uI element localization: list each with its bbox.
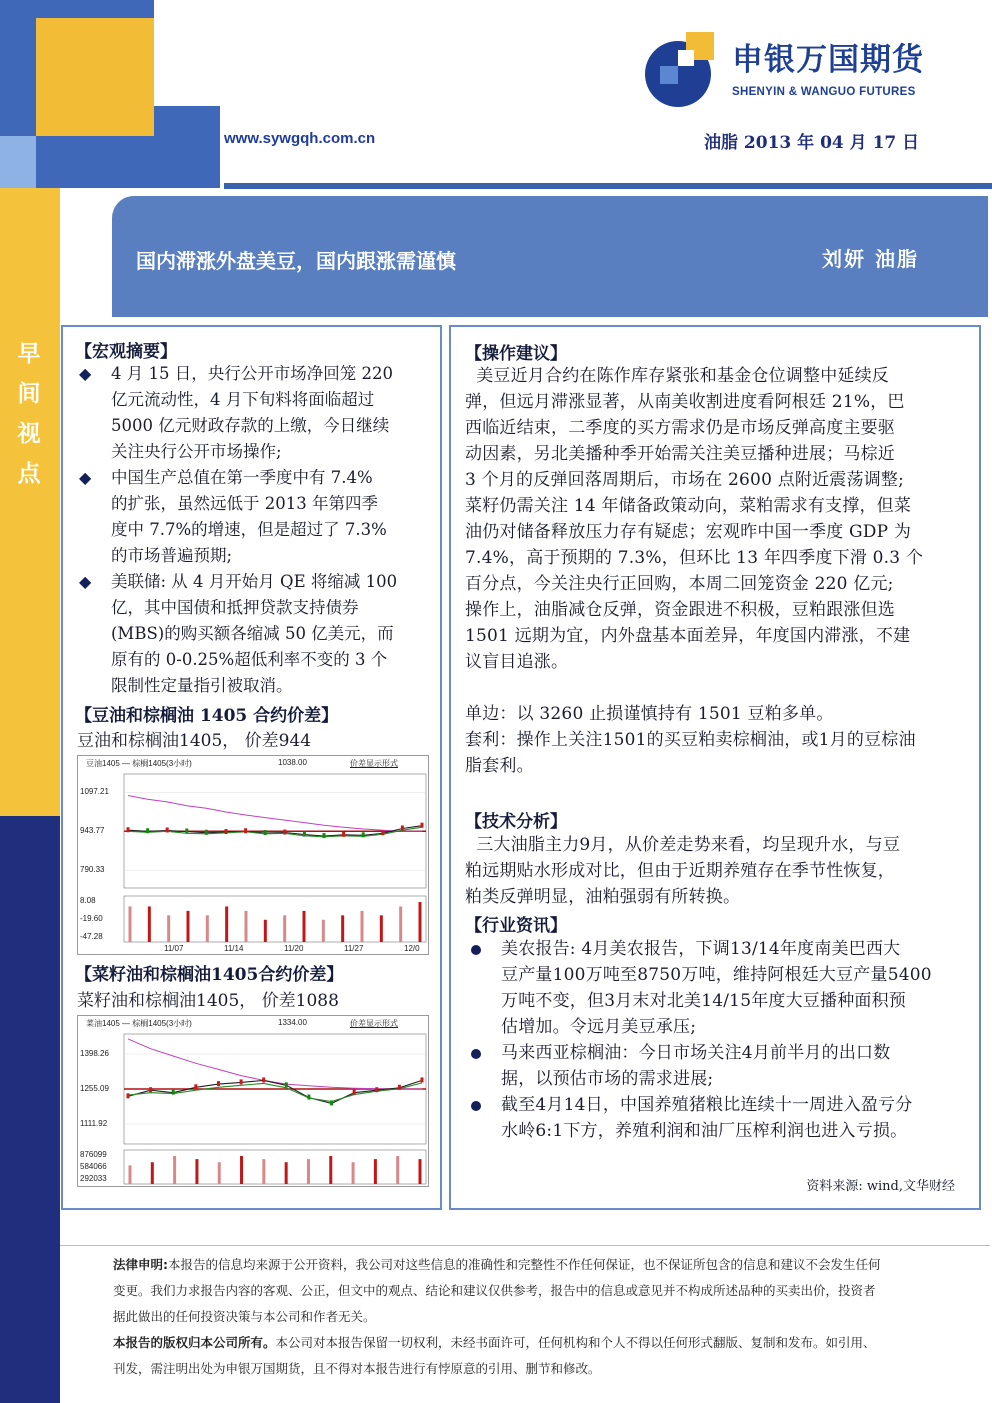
chart-volume-bar <box>187 911 190 942</box>
chart-volume-bar <box>322 920 325 942</box>
diamond-bullet-icon: ◆ <box>79 364 92 383</box>
chart-canvas <box>78 1016 430 1188</box>
chart-marker <box>244 828 247 833</box>
chart-marker <box>185 829 188 834</box>
line: 5000 亿元财政存款的上缴，今日继续 <box>111 416 390 435</box>
lower-tick-label: -47.28 <box>80 932 103 941</box>
chart-volume-bar <box>167 915 170 942</box>
header-rule <box>224 183 992 189</box>
website-link[interactable]: www.sywgqh.com.cn <box>224 130 376 147</box>
chart-marker <box>205 830 208 835</box>
chart-canvas <box>78 756 430 956</box>
chart-marker <box>240 1079 243 1084</box>
chart-marker <box>172 1090 175 1095</box>
chart-volume-bar <box>148 906 151 942</box>
sidebar-char: 视 <box>17 421 41 447</box>
sidebar-strip-yellow <box>0 188 60 816</box>
line: 关注央行公开市场操作; <box>111 442 282 461</box>
title-banner <box>112 196 988 317</box>
line: 7.4%，高于预期的 7.3%，但环比 13 年四季度下滑 0.3 个 <box>465 548 924 568</box>
line: 原有的 0-0.25%超低利率不变的 3 个 <box>111 650 388 669</box>
left-column <box>61 325 442 1210</box>
chart-marker <box>283 830 286 835</box>
chart-marker <box>285 1082 288 1087</box>
line: 美联储: 从 4 月开始月 QE 将缩减 100 <box>111 572 398 591</box>
circle-bullet-icon <box>471 1049 481 1059</box>
list-item <box>77 465 433 569</box>
sidebar-char: 早 <box>17 341 41 367</box>
footer-rule <box>60 1245 990 1246</box>
chart-series-line <box>128 796 422 832</box>
chart-marker <box>323 833 326 838</box>
chart-marker <box>127 827 130 832</box>
advice-body <box>465 363 975 779</box>
chart-volume-bar <box>206 915 209 942</box>
disclaimer-line: 刊发，需注明出处为申银万国期货，且不得对本报告进行有悖原意的引用、删节和修改。 <box>113 1361 601 1376</box>
chart-info-bar <box>78 756 428 770</box>
line: 粕远期贴水形成对比，但由于近期养殖存在季节性恢复， <box>465 861 895 881</box>
chart-marker <box>342 832 345 837</box>
chart-marker <box>303 832 306 837</box>
corner-block-white <box>154 0 224 106</box>
chart-marker <box>381 830 384 835</box>
line: 议盲目追涨。 <box>465 652 569 672</box>
diamond-bullet-icon: ◆ <box>79 572 92 591</box>
lower-tick-label: -19.60 <box>80 914 103 923</box>
lower-tick-label: 876099 <box>80 1150 107 1159</box>
chart-marker <box>149 1087 152 1092</box>
chart-volume-bar <box>399 906 402 942</box>
corner-block-yellow <box>36 18 154 136</box>
line: 美豆近月合约在陈作库存紧张和基金仓位调整中延续反 <box>465 366 890 386</box>
disclaimer-line <box>113 1252 943 1278</box>
chart-current-value: 1334.00 <box>278 1018 307 1027</box>
chart-marker <box>127 1093 130 1098</box>
x-tick-label: 11/27 <box>344 944 364 953</box>
chart-volume-bar <box>129 1165 132 1184</box>
disclaimer-line <box>113 1330 943 1356</box>
line: 4 月 15 日，央行公开市场净回笼 220 <box>111 364 393 383</box>
chart-volume-bar <box>396 1156 399 1184</box>
logo-chinese-name: 申银万国期货 <box>732 42 924 78</box>
chart-volume-bar <box>173 1156 176 1184</box>
list-item <box>77 569 433 699</box>
chart2-heading: 【菜籽油和棕榈油1405合约价差】 <box>75 965 344 985</box>
y-tick-label: 943.77 <box>80 826 105 836</box>
lower-tick-label: 292033 <box>80 1174 107 1183</box>
logo-mark-icon <box>642 30 722 110</box>
line: 亿，其中国债和抵押贷款支持债券 <box>111 598 359 617</box>
circle-bullet-icon <box>471 945 481 955</box>
chart-volume-bar <box>262 1159 265 1184</box>
chart-marker <box>262 1077 265 1082</box>
list-item <box>465 936 975 1040</box>
y-tick-label: 1398.26 <box>80 1048 109 1058</box>
line: 马来西亚棕榈油：今日市场关注4月前半月的出口数 <box>501 1043 891 1063</box>
line: 粕类反弹明显，油粕强弱有所转换。 <box>465 887 741 907</box>
industry-list <box>465 936 975 1144</box>
right-column <box>449 325 981 1210</box>
copyright-label: 本报告的版权归本公司所有。 <box>113 1335 276 1350</box>
chart-volume-bar <box>151 1162 154 1184</box>
lower-tick-label: 8.08 <box>80 896 96 905</box>
chart-volume-bar <box>285 1162 288 1184</box>
line: 的扩张，虽然远低于 2013 年第四季 <box>111 494 378 513</box>
line: (MBS)的购买额各缩减 50 亿美元，而 <box>111 624 394 643</box>
report-title: 国内滞涨外盘美豆，国内跟涨需谨慎 <box>136 249 456 273</box>
circle-bullet-icon <box>471 1101 481 1111</box>
line: 3 个月的反弹回落周期后，市场在 2600 点附近震荡调整; <box>465 470 905 490</box>
lower-tick-label: 584066 <box>80 1162 107 1171</box>
chart-marker <box>398 1085 401 1090</box>
line: 限制性定量指引被取消。 <box>111 676 293 695</box>
list-item <box>465 1040 975 1092</box>
chart-marker <box>362 832 365 837</box>
chart-marker <box>225 829 228 834</box>
line: 万吨不变，但3月末对北美14/15年度大豆播种面积预 <box>501 991 907 1011</box>
chart-volume-bar <box>225 906 228 942</box>
chart-volume-bar <box>195 1159 198 1184</box>
arbitrage-strategy: 套利：操作上关注1501的买豆粕卖棕榈油，或1月的豆棕油 <box>465 730 916 750</box>
sidebar-char: 间 <box>17 381 41 407</box>
line: 亿元流动性，4 月下旬料将面临超过 <box>111 390 375 409</box>
report-date: 油脂 2013 年 04 月 17 日 <box>704 133 920 153</box>
chart-display-mode-link[interactable]: 价差显示形式 <box>350 1019 398 1028</box>
line: 油仍对储备释放压力存有疑虑；宏观昨中国一季度 GDP 为 <box>465 522 912 542</box>
line: 豆产量100万吨至8750万吨，维持阿根廷大豆产量5400 <box>501 965 932 985</box>
data-source: 资料来源: wind,文华财经 <box>806 1179 955 1194</box>
x-tick-label: 11/14 <box>224 944 244 953</box>
chart-volume-bar <box>283 915 286 942</box>
line: 弹，但远月滞涨显著，从南美收割进度看阿根廷 21%，巴 <box>465 392 905 412</box>
tech-heading: 【技术分析】 <box>465 812 567 832</box>
chart-volume-bar <box>374 1159 377 1184</box>
x-tick-label: 11/20 <box>284 944 304 953</box>
line: 的市场普遍预期; <box>111 546 233 565</box>
chart-marker <box>330 1100 333 1105</box>
line: 1501 远期为宜，内外盘基本面差异，年度国内滞涨，不建 <box>465 626 911 646</box>
chart2-subtitle: 菜籽油和棕榈油1405， 价差1088 <box>77 991 339 1011</box>
single-side-strategy: 单边：以 3260 止损谨慎持有 1501 豆粕多单。 <box>465 704 834 724</box>
chart-spread-rapeseed-palm <box>77 1015 429 1187</box>
company-logo <box>642 30 942 110</box>
x-tick-label: 12/0 <box>404 944 420 953</box>
macro-heading: 【宏观摘要】 <box>75 342 177 362</box>
y-tick-label: 790.33 <box>80 865 105 875</box>
line: 估增加。令远月美豆承压; <box>501 1017 697 1037</box>
chart-marker <box>166 827 169 832</box>
y-tick-label: 1097.21 <box>80 787 109 797</box>
disclaimer-label: 法律申明: <box>113 1257 168 1272</box>
chart-lower-frame <box>124 1150 426 1184</box>
line: 美农报告: 4月美农报告，下调13/14年度南美巴西大 <box>501 939 901 959</box>
list-item <box>465 1092 975 1144</box>
y-tick-label: 1111.92 <box>80 1118 108 1128</box>
sidebar-title <box>11 334 47 494</box>
chart-series-line <box>128 1039 422 1089</box>
macro-list <box>77 361 433 699</box>
line: 动因素，另北美播种季开始需关注美豆播种进展；马棕近 <box>465 444 895 464</box>
chart-volume-bar <box>352 1162 355 1184</box>
chart-current-value: 1038.00 <box>278 758 307 767</box>
chart-volume-bar <box>361 911 364 942</box>
chart-spread-soy-palm <box>77 755 429 955</box>
industry-heading: 【行业资讯】 <box>465 916 567 936</box>
chart1-subtitle: 豆油和棕榈油1405， 价差944 <box>77 731 312 751</box>
chart-title: 菜油1405 — 棕榈1405(3小时) <box>86 1019 192 1028</box>
disclaimer-text: 本公司对本报告保留一切权利，未经书面许可，任何机构和个人不得以任何形式翻版、复制和发布。如引用、 <box>275 1335 876 1350</box>
line: 截至4月14日，中国养殖猪粮比连续十一周进入盈亏分 <box>501 1095 913 1115</box>
diamond-bullet-icon: ◆ <box>79 468 92 487</box>
disclaimer-line: 变更。我们力求报告内容的客观、公正，但文中的观点、结论和建议仅供参考，报告中的信息或意见并不构成所述品种的买卖出价，投资者 <box>113 1283 876 1298</box>
disclaimer-text: 本报告的信息均来源于公开资料，我公司对这些信息的准确性和完整性不作任何保证，也不保证所包含的信息和建议不会发生任何 <box>168 1257 881 1272</box>
chart-marker <box>194 1084 197 1089</box>
y-tick-label: 1255.09 <box>80 1083 109 1093</box>
legal-disclaimer <box>113 1252 943 1382</box>
corner-block-sky <box>0 136 36 188</box>
chart-marker <box>353 1090 356 1095</box>
chart-volume-bar <box>341 915 344 942</box>
line: 中国生产总值在第一季度中有 7.4% <box>111 468 373 487</box>
x-tick-label: 11/07 <box>164 944 184 953</box>
disclaimer-line: 据此做出的任何投资决策与本公司和作者无关。 <box>113 1309 376 1324</box>
line: 操作上，油脂减仓反弹，资金跟进不积极，豆粕跟涨但选 <box>465 600 895 620</box>
line: 水岭6:1下方，养殖利润和油厂压榨利润也进入亏损。 <box>501 1121 908 1141</box>
chart-volume-bar <box>307 1159 310 1184</box>
arbitrage-strategy: 脂套利。 <box>465 756 534 776</box>
report-author: 刘妍 油脂 <box>822 247 919 271</box>
chart-volume-bar <box>419 902 422 942</box>
chart-marker <box>421 1077 424 1082</box>
chart-marker <box>401 825 404 830</box>
chart-marker <box>307 1095 310 1100</box>
chart-display-mode-link[interactable]: 价差显示形式 <box>350 759 398 768</box>
line: 百分点，今关注央行正回购，本周二回笼资金 220 亿元; <box>465 574 894 594</box>
sidebar-strip-navy <box>0 816 60 1403</box>
line: 度中 7.7%的增速，但是超过了 7.3% <box>111 520 387 539</box>
spacer <box>465 675 975 701</box>
list-item <box>77 361 433 465</box>
chart-marker <box>375 1087 378 1092</box>
chart-volume-bar <box>264 920 267 942</box>
advice-heading: 【操作建议】 <box>465 344 567 364</box>
chart-marker <box>421 823 424 828</box>
chart-marker <box>146 828 149 833</box>
chart1-heading: 【豆油和棕榈油 1405 合约价差】 <box>75 706 339 726</box>
line: 据，以预估市场的需求进展; <box>501 1069 714 1089</box>
logo-english-name: SHENYIN & WANGUO FUTURES <box>732 86 916 98</box>
chart-volume-bar <box>380 915 383 942</box>
chart-volume-bar <box>329 1156 332 1184</box>
tech-body <box>465 832 975 910</box>
chart-volume-bar <box>129 906 132 942</box>
chart-volume-bar <box>245 911 248 942</box>
chart-volume-bar <box>218 1162 221 1184</box>
chart-volume-bar <box>419 1159 422 1184</box>
chart-volume-bar <box>240 1156 243 1184</box>
sidebar-char: 点 <box>17 461 41 487</box>
chart-title: 豆油1405 — 棕榈1405(3小时) <box>86 759 192 768</box>
line: 西临近结束，二季度的买方需求仍是市场反弹高度主要驱 <box>465 418 895 438</box>
chart-marker <box>264 830 267 835</box>
line: 三大油脂主力9月，从价差走势来看，均呈现升水，与豆 <box>465 835 901 855</box>
chart-marker <box>217 1081 220 1086</box>
chart-volume-bar <box>303 911 306 942</box>
chart-info-bar <box>78 1016 428 1030</box>
line: 菜籽仍需关注 14 年储备政策动向，菜粕需求有支撑，但菜 <box>465 496 912 516</box>
